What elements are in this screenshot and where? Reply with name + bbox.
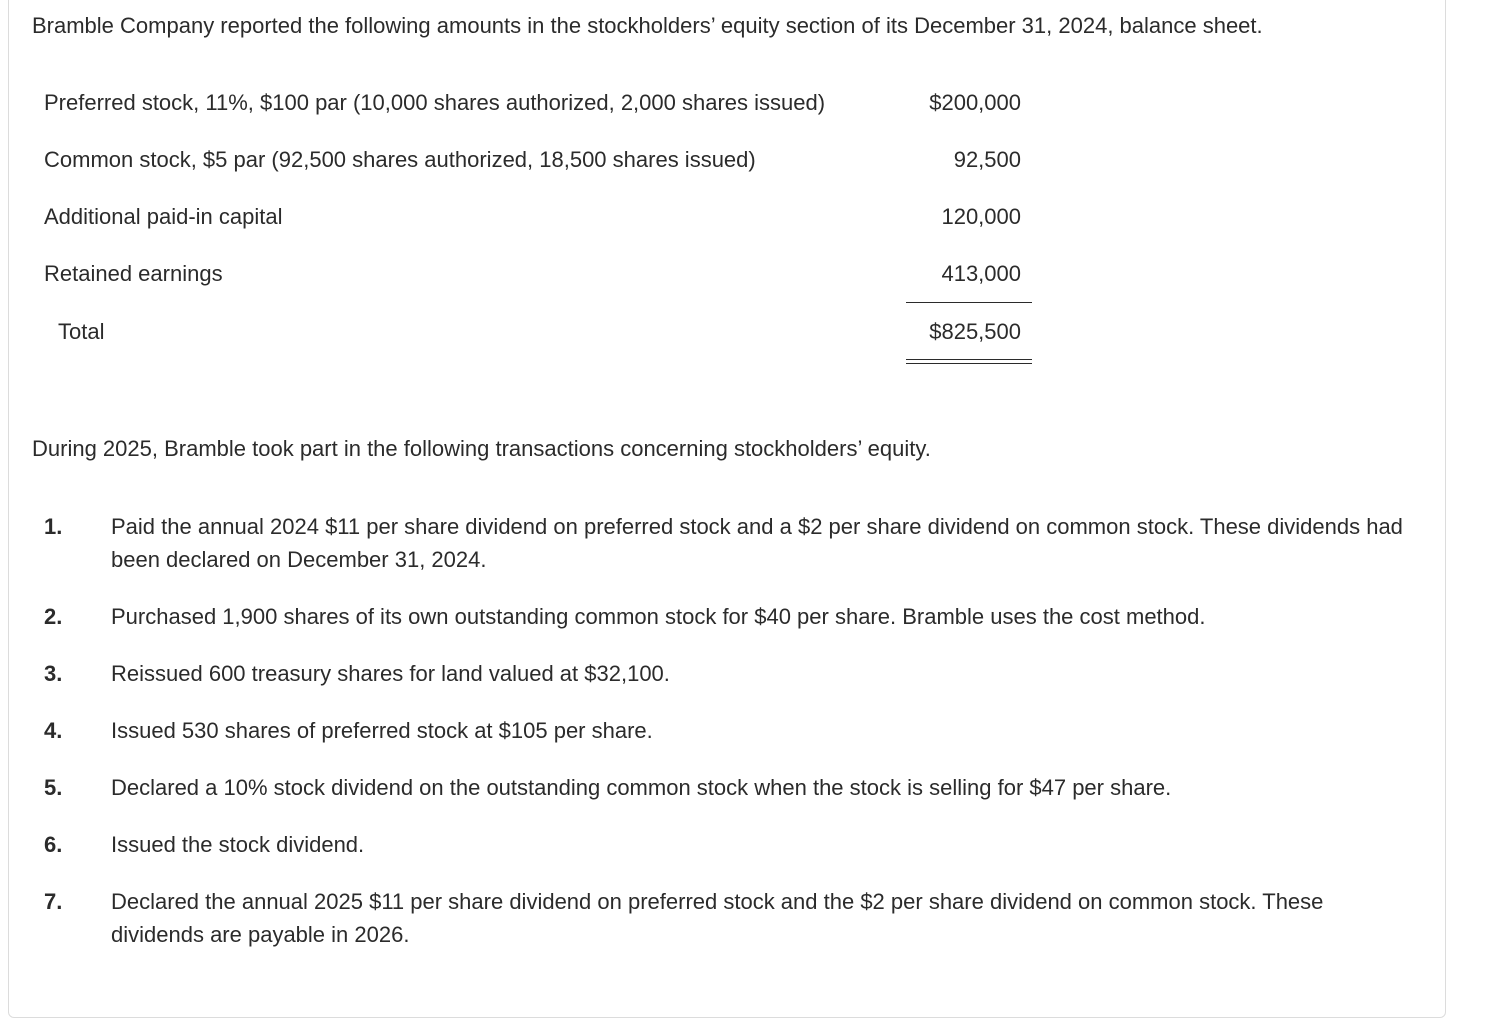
row-label: Retained earnings — [44, 261, 223, 286]
balance-sheet-row — [44, 259, 1034, 289]
item-text: Declared the annual 2025 $11 per share dividend on preferred stock and the $2 per share dividend on common stock. These dividends are payable in 2026. — [111, 889, 1324, 947]
row-amount: 120,000 — [941, 204, 1021, 229]
subtotal-rule — [906, 302, 1032, 303]
item-number: 4. — [44, 718, 63, 743]
balance-sheet-row — [44, 88, 1034, 118]
row-label: Common stock, $5 par (92,500 shares authorized, 18,500 shares issued) — [44, 147, 756, 172]
item-text: Declared a 10% stock dividend on the outstanding common stock when the stock is selling for $47 per share. — [111, 775, 1172, 800]
item-text: Purchased 1,900 shares of its own outstanding common stock for $40 per share. Bramble uses the cost method. — [111, 604, 1206, 629]
intro-text: Bramble Company reported the following amounts in the stockholders’ equity section of its December 31, 2024, balance sheet. — [32, 13, 1263, 38]
balance-sheet-row — [44, 145, 1034, 175]
row-amount: 413,000 — [941, 261, 1021, 286]
item-text: Issued the stock dividend. — [111, 832, 365, 857]
row-label: Additional paid-in capital — [44, 204, 283, 229]
item-number: 7. — [44, 889, 63, 914]
item-number: 3. — [44, 661, 63, 686]
transactions-intro: During 2025, Bramble took part in the following transactions concerning stockholders’ equity. — [32, 436, 931, 461]
total-double-rule — [906, 359, 1032, 364]
total-amount: $825,500 — [929, 319, 1021, 344]
item-text: Paid the annual 2024 $11 per share dividend on preferred stock and a $2 per share dividend on common stock. These dividends had been declared on December 31, 2024. — [111, 514, 1403, 572]
row-amount: $200,000 — [929, 90, 1021, 115]
item-number: 5. — [44, 775, 63, 800]
balance-sheet-total-row — [44, 317, 1034, 347]
item-number: 2. — [44, 604, 63, 629]
item-text: Reissued 600 treasury shares for land valued at $32,100. — [111, 661, 670, 686]
item-text: Issued 530 shares of preferred stock at $105 per share. — [111, 718, 653, 743]
row-label: Preferred stock, 11%, $100 par (10,000 shares authorized, 2,000 shares issued) — [44, 90, 826, 115]
row-amount: 92,500 — [953, 147, 1021, 172]
total-label: Total — [58, 319, 105, 344]
item-number: 6. — [44, 832, 63, 857]
item-number: 1. — [44, 514, 63, 539]
balance-sheet-row — [44, 202, 1034, 232]
